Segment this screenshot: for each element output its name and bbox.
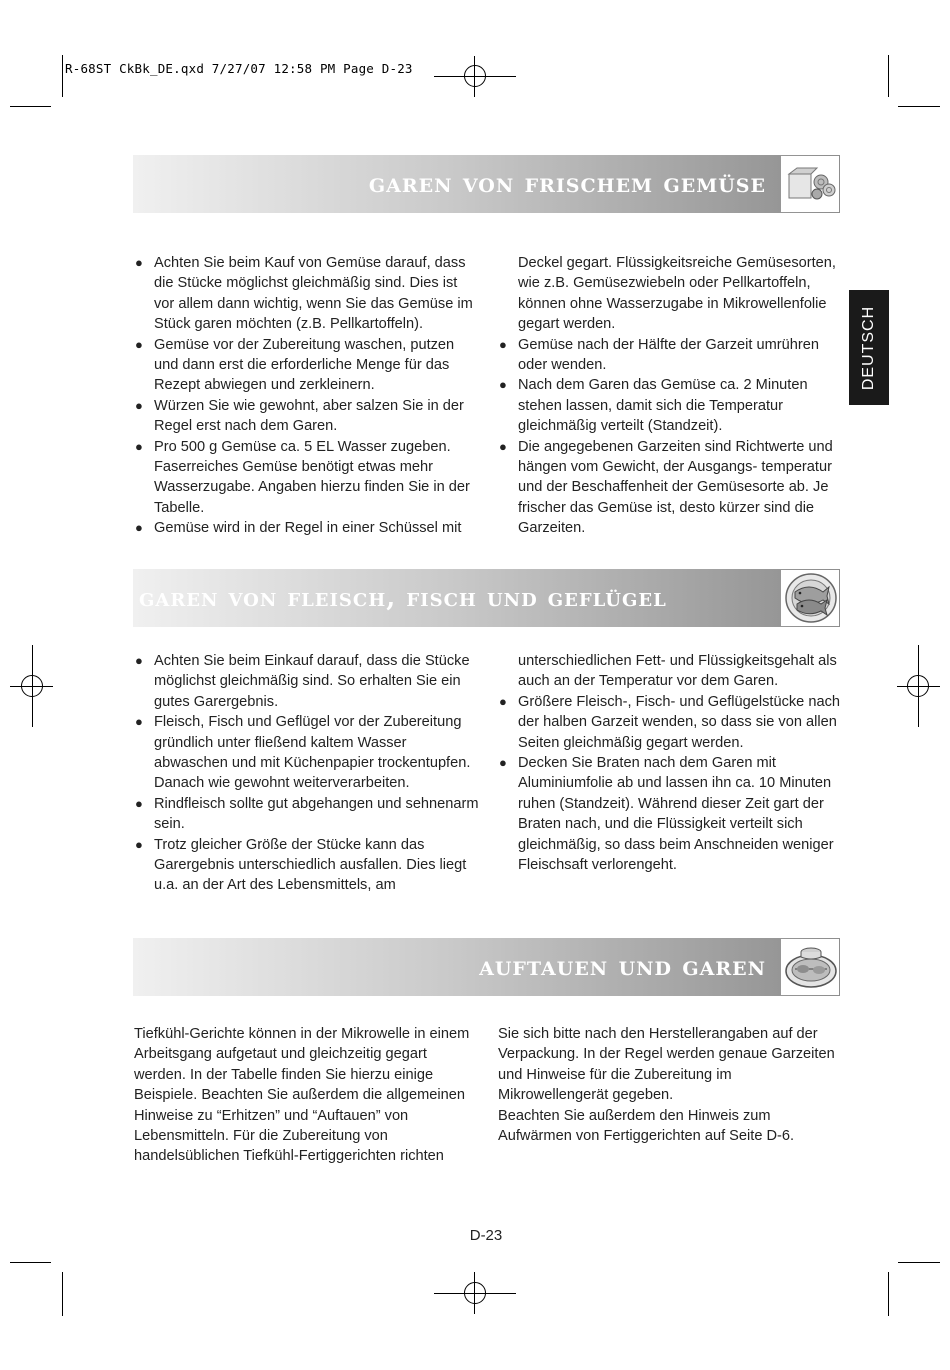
section-2-right-column <box>498 651 843 875</box>
section-1-left-column <box>134 253 479 539</box>
crop-mark <box>898 1262 940 1263</box>
section-banner-meat-fish <box>133 569 840 627</box>
crop-mark <box>888 1272 889 1316</box>
section-title: auftauen und garen <box>479 951 766 982</box>
list-item: ● Rindfleisch sollte gut abgehangen und sehnenarm sein. <box>134 794 479 835</box>
section-1-right-column <box>498 253 843 539</box>
list-item: ● Gemüse wird in der Regel in einer Schüssel mit <box>134 518 479 538</box>
list-item: ● Trotz gleicher Größe der Stücke kann das Garergebnis unterschiedlich ausfallen. Dies liegt u.a. an der Art des Lebensmittels, am <box>134 835 479 896</box>
language-tab-label: DEUTSCH <box>860 305 877 390</box>
plate-icon <box>781 939 839 995</box>
crop-mark <box>10 106 51 107</box>
print-header: R-68ST CkBk_DE.qxd 7/27/07 12:58 PM Page D-23 <box>65 61 413 76</box>
paragraph: Sie sich bitte nach den Herstellerangaben auf der Verpackung. In der Regel werden genaue Garzeiten und Hinweise für die Zubereitung im Mikrowellengerät gegeben. <box>498 1026 835 1104</box>
section-3-right-column <box>498 1024 843 1146</box>
registration-mark <box>10 686 53 687</box>
language-tab <box>849 290 889 405</box>
list-item-continuation: unterschiedlichen Fett- und Flüssigkeitsgehalt als auch an der Temperatur vor dem Garen. <box>518 653 837 690</box>
list-item: ● Pro 500 g Gemüse ca. 5 EL Wasser zugeben. Faserreiches Gemüse benötigt etwas mehr Wasserzugabe. Angaben hierzu finden Sie in der Tabelle. <box>134 437 479 519</box>
section-title: garen von frischem gemüse <box>368 168 766 199</box>
list-item-continuation: Deckel gegart. Flüssigkeitsreiche Gemüsesorten, wie z.B. Gemüsezwiebeln oder Pellkartoffeln, können ohne Wasserzugabe in Mikrowellenfolie gegart werden. <box>518 255 836 333</box>
list-item: ● Würzen Sie wie gewohnt, aber salzen Sie in der Regel erst nach dem Garen. <box>134 396 479 437</box>
section-banner-vegetables <box>133 155 840 213</box>
section-title: garen von fleisch, fisch und geflügel <box>139 583 667 613</box>
crop-mark <box>888 55 889 97</box>
crop-mark <box>10 1262 51 1263</box>
list-item: ● Nach dem Garen das Gemüse ca. 2 Minuten stehen lassen, damit sich die Temperatur gleichmäßig verteilt (Standzeit). <box>498 375 843 436</box>
list-item: ● Gemüse nach der Hälfte der Garzeit umrühren oder wenden. <box>498 335 843 376</box>
page-number: D-23 <box>469 1227 503 1244</box>
crop-mark <box>898 106 940 107</box>
section-3-left-column <box>134 1024 479 1167</box>
registration-mark <box>434 76 516 77</box>
fish-icon <box>781 570 839 626</box>
list-item: ● Größere Fleisch-, Fisch- und Geflügelstücke nach der halben Garzeit wenden, so dass sie von allen Seiten gleichmäßig gegart werden. <box>498 692 843 753</box>
paragraph: Tiefkühl-Gerichte können in der Mikrowelle in einem Arbeitsgang aufgetaut und gleichzeitig gegart werden. In der Tabelle finden Sie hierzu einige Beispiele. Beachten Sie außerdem die allgemeinen Hinweise zu “Erhitzen” und “Auftauen” von Lebensmitteln. Für die Zubereitung von handelsüblichen Tiefkühl-Fertiggerichten richten <box>134 1026 470 1165</box>
vegetables-icon <box>781 156 839 212</box>
list-item: ● Gemüse vor der Zubereitung waschen, putzen und dann erst die erforderliche Menge für das Rezept abwiegen und zerkleinern. <box>134 335 479 396</box>
crop-mark <box>62 1272 63 1316</box>
section-banner-defrost <box>133 938 840 996</box>
list-item: ● Achten Sie beim Kauf von Gemüse darauf, dass die Stücke möglichst gleichmäßig sind. Dies ist vor allem dann wichtig, wenn Sie das Gemüse im Stück garen möchten (z.B. Pellkartoffeln). <box>134 253 479 335</box>
section-2-left-column <box>134 651 479 896</box>
registration-mark <box>897 686 940 687</box>
list-item: ● Achten Sie beim Einkauf darauf, dass die Stücke möglichst gleichmäßig sind. So erhalten Sie ein gutes Garergebnis. <box>134 651 479 712</box>
registration-mark <box>434 1293 516 1294</box>
list-item: ● Fleisch, Fisch und Geflügel vor der Zubereitung gründlich unter fließend kaltem Wasser abwaschen und mit Küchenpapier trockentupfen. Danach wie gewohnt weiterverarbeiten. <box>134 712 479 794</box>
list-item: ● Die angegebenen Garzeiten sind Richtwerte und hängen vom Gewicht, der Ausgangs- temperatur und der Beschaffenheit der Gemüsesorte ab. Je frischer das Gemüse ist, desto kürzer sind die Garzeiten. <box>498 437 843 539</box>
crop-mark <box>62 55 63 97</box>
list-item: ● Decken Sie Braten nach dem Garen mit Aluminiumfolie ab und lassen ihn ca. 10 Minuten ruhen (Standzeit). Während dieser Zeit gart der Braten nach, und die Flüssigkeit verteilt sich gleichmäßig, so dass beim Anschneiden weniger Fleischsaft verlorengeht. <box>498 753 843 875</box>
paragraph: Beachten Sie außerdem den Hinweis zum Aufwärmen von Fertiggerichten auf Seite D-6. <box>498 1107 795 1145</box>
